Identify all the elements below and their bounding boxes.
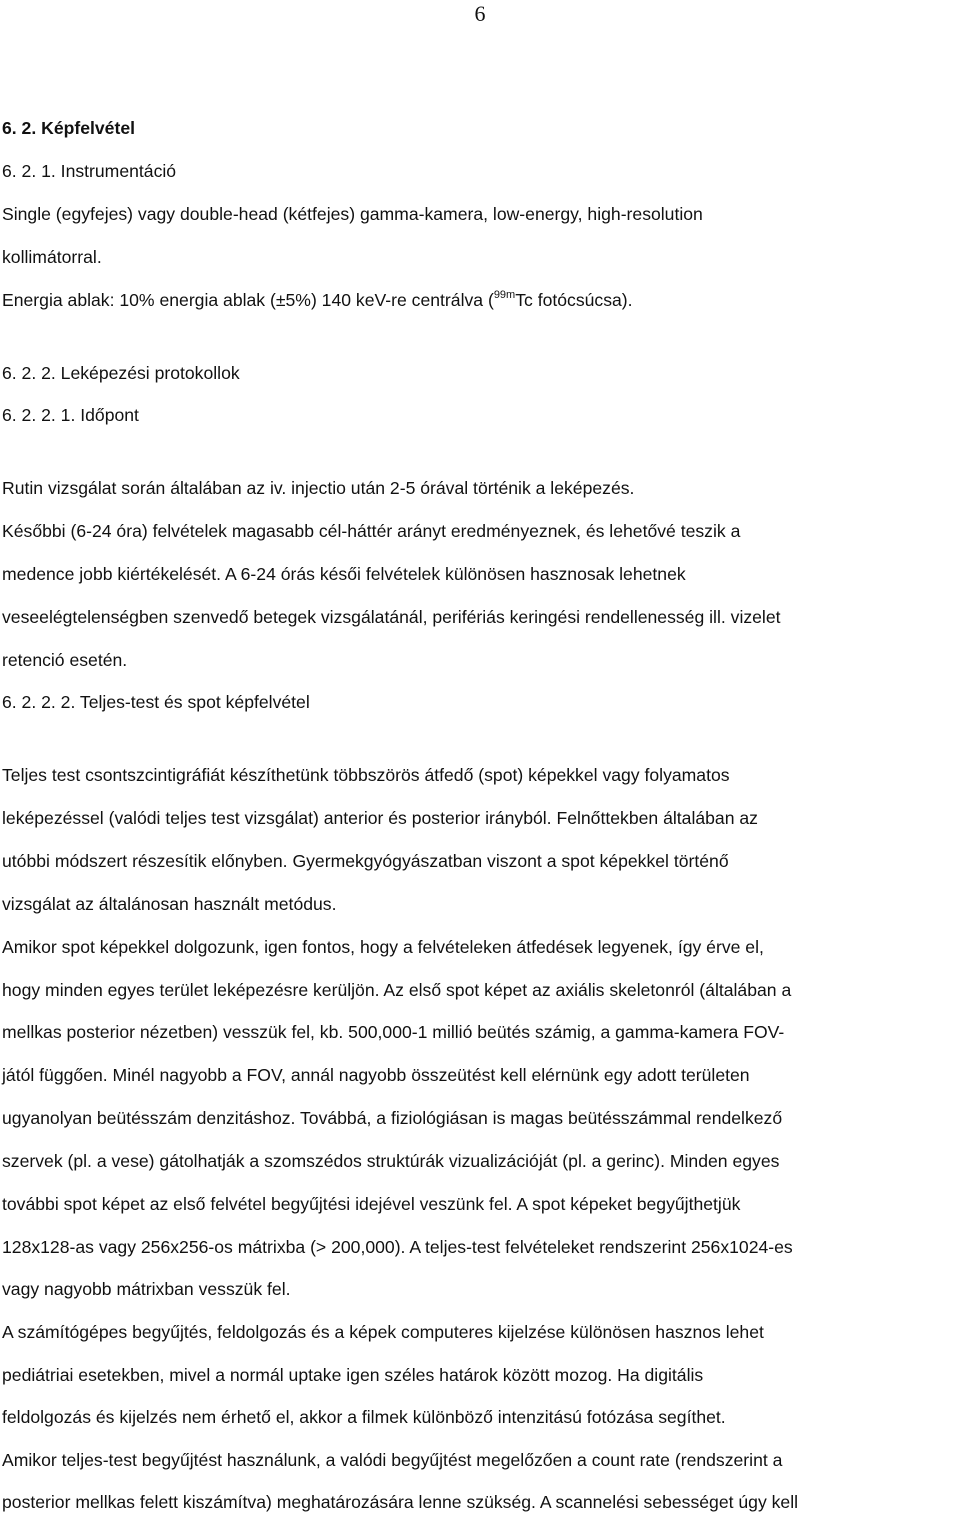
heading-kepfelvetel: 6. 2. Képfelvétel (2, 118, 135, 138)
paragraph-line: ugyanolyan beütésszám denzitáshoz. Továbbá, a fiziológiásan is magas beütésszámmal rendelkező (2, 1108, 783, 1128)
paragraph-line: vizsgálat az általánosan használt metódus. (2, 894, 337, 914)
paragraph-line: szervek (pl. a vese) gátolhatják a szomszédos struktúrák vizualizációját (pl. a gerinc). Minden egyes (2, 1151, 780, 1171)
paragraph-line: 128x128-as vagy 256x256-os mátrixba (> 200,000). A teljes-test felvételeket rendszerint 256x1024-es (2, 1237, 793, 1257)
energy-prefix: Energia ablak: 10% energia ablak (±5%) 140 keV-re centrálva ( (2, 290, 494, 310)
paragraph-line: posterior mellkas felett kiszámítva) meghatározására lenne szükség. A scannelési sebességet úgy kell (2, 1492, 799, 1512)
heading-instrumentacio: 6. 2. 1. Instrumentáció (2, 161, 177, 181)
energy-suffix: Tc fotócsúcsa). (515, 290, 633, 310)
paragraph-line: mellkas posterior nézetben) vesszük fel, kb. 500,000-1 millió beütés számig, a gamma-kamera FOV- (2, 1022, 785, 1042)
heading-teljes-test: 6. 2. 2. 2. Teljes-test és spot képfelvétel (2, 692, 310, 712)
paragraph-line: pediátriai esetekben, mivel a normál uptake igen széles határok között mozog. Ha digitális (2, 1365, 704, 1385)
instrumentation-line-2: kollimátorral. (2, 247, 102, 267)
paragraph-line: veseelégtelenségben szenvedő betegek vizsgálatánál, perifériás keringési rendellenesség ill. vizelet (2, 607, 781, 627)
instrumentation-line-1: Single (egyfejes) vagy double-head (kétfejes) gamma-kamera, low-energy, high-resolution (2, 204, 703, 224)
paragraph-line: további spot képet az első felvétel begyűjtési idejével veszünk fel. A spot képeket begyűjthetjük (2, 1194, 741, 1214)
heading-idopont: 6. 2. 2. 1. Időpont (2, 405, 139, 425)
paragraph-line: Teljes test csontszcintigráfiát készíthetünk többszörös átfedő (spot) képekkel vagy folyamatos (2, 765, 730, 785)
paragraph-line: retenció esetén. (2, 650, 128, 670)
paragraph-line: utóbbi módszert részesítik előnyben. Gyermekgyógyászatban viszont a spot képekkel történő (2, 851, 729, 871)
isotope-superscript: 99m (493, 289, 516, 302)
energy-window-line (2, 290, 633, 311)
paragraph-line: hogy minden egyes terület leképezésre kerüljön. Az első spot képet az axiális skeletonról (általában a (2, 980, 792, 1000)
page-number: 6 (474, 1, 486, 26)
paragraph-line: medence jobb kiértékelését. A 6-24 órás késői felvételek különösen hasznosak lehetnek (2, 564, 686, 584)
heading-protokollok: 6. 2. 2. Leképezési protokollok (2, 363, 240, 383)
paragraph-line: jától függően. Minél nagyobb a FOV, annál nagyobb összeütést kell elérnünk egy adott területen (2, 1065, 750, 1085)
paragraph-line: Amikor teljes-test begyűjtést használunk, a valódi begyűjtést megelőzően a count rate (rendszerint a (2, 1450, 783, 1470)
paragraph-line: Későbbi (6-24 óra) felvételek magasabb cél-háttér arányt eredményeznek, és lehetővé teszik a (2, 521, 741, 541)
paragraph-line: feldolgozás és kijelzés nem érhető el, akkor a filmek különböző intenzitású fotózása segíthet. (2, 1407, 726, 1427)
paragraph-line: vagy nagyobb mátrixban vesszük fel. (2, 1279, 291, 1299)
paragraph-line: Amikor spot képekkel dolgozunk, igen fontos, hogy a felvételeken átfedések legyenek, így érve el, (2, 937, 764, 957)
paragraph-line: Rutin vizsgálat során általában az iv. injectio után 2-5 órával történik a leképezés. (2, 478, 635, 498)
paragraph-line: leképezéssel (valódi teljes test vizsgálat) anterior és posterior irányból. Felnőttekben általában az (2, 808, 758, 828)
paragraph-line: A számítógépes begyűjtés, feldolgozás és a képek computeres kijelzése különösen hasznos lehet (2, 1322, 764, 1342)
